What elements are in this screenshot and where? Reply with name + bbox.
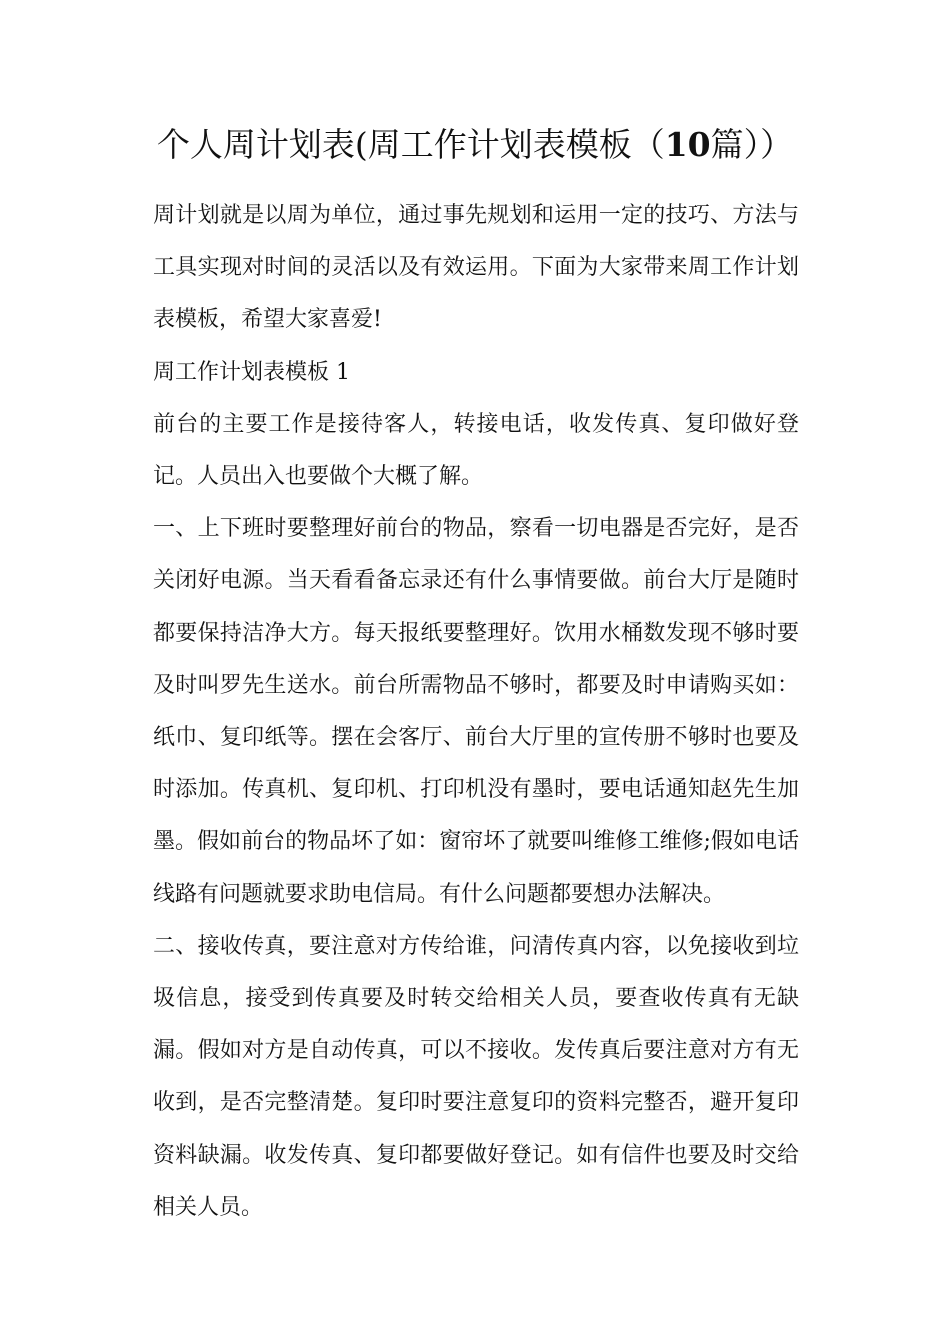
title-number: 10 xyxy=(664,125,711,164)
intro-paragraph: 周计划就是以周为单位，通过事先规划和运用一定的技巧、方法与工具实现对时间的灵活以及有效运用。下面为大家带来周工作计划表模板，希望大家喜爱! xyxy=(153,203,799,333)
body-paragraph: 一、上下班时要整理好前台的物品，察看一切电器是否完好，是否关闭好电源。当天看看备忘录还有什么事情要做。前台大厅是随时都要保持洁净大方。每天报纸要整理好。饮用水桶数发现不够时要及时叫罗先生送水。前台所需物品不够时，都要及时申请购买如：纸巾、复印纸等。摆在会客厅、前台大厅里的宣传册不够时也要及时添加。传真机、复印机、打印机没有墨时，要电话通知赵先生加墨。假如前台的物品坏了如：窗帘坏了就要叫维修工维修;假如电话线路有问题就要求助电信局。有什么问题都要想办法解决。 xyxy=(153,516,799,907)
document-body xyxy=(153,190,799,1234)
section-heading: 周工作计划表模板 1 xyxy=(153,359,350,385)
title-text-part2: 篇）） xyxy=(710,125,794,164)
body-paragraph: 二、接收传真，要注意对方传给谁，问清传真内容，以免接收到垃圾信息，接受到传真要及时转交给相关人员，要查收传真有无缺漏。假如对方是自动传真，可以不接收。发传真后要注意对方有无收到，是否完整清楚。复印时要注意复印的资料完整否，避开复印资料缺漏。收发传真、复印都要做好登记。如有信件也要及时交给相关人员。 xyxy=(153,933,799,1220)
body-paragraph: 前台的主要工作是接待客人，转接电话，收发传真、复印做好登记。人员出入也要做个大概了解。 xyxy=(153,411,799,490)
title-text-part1: 个人周计划表(周工作计划表模板（ xyxy=(156,125,665,164)
document-title xyxy=(100,122,850,168)
